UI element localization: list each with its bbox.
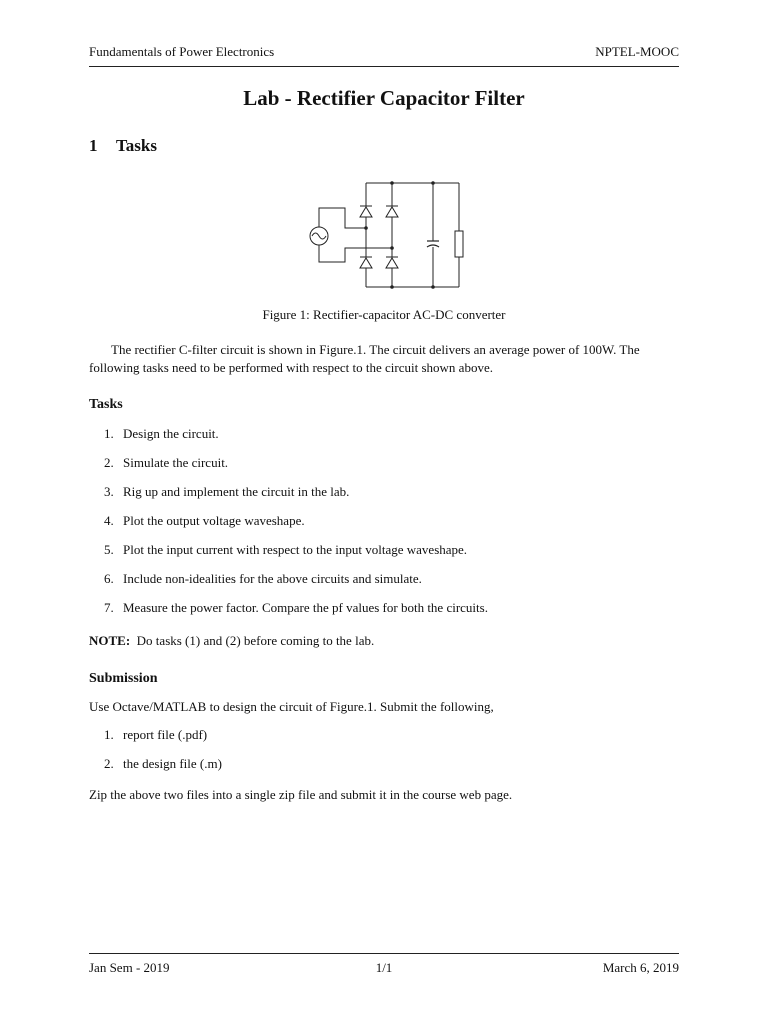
diode-d1-icon: [360, 207, 372, 217]
footer-semester: Jan Sem - 2019: [89, 960, 170, 975]
task-item: 3. Rig up and implement the circuit in the lab.: [104, 484, 350, 499]
capacitor-icon: [427, 241, 439, 247]
intro-paragraph: The rectifier C-filter circuit is shown in Figure.1. The circuit delivers an average power of 100W. The following tasks need to be performed with respect to the circuit shown above.: [89, 342, 640, 375]
tasks-heading: Tasks: [89, 397, 123, 412]
submission-heading: Submission: [89, 671, 158, 686]
header-course: Fundamentals of Power Electronics: [89, 44, 275, 59]
section-title: Tasks: [116, 136, 157, 155]
figure-caption: Figure 1: Rectifier-capacitor AC-DC converter: [262, 307, 506, 322]
task-item: 4. Plot the output voltage waveshape.: [104, 513, 305, 528]
diode-d2-icon: [386, 207, 398, 217]
rectifier-circuit-diagram: [300, 175, 470, 295]
header-rule: [89, 66, 679, 67]
note-paragraph: [89, 632, 679, 650]
page-header: [89, 44, 679, 64]
document-title: Lab - Rectifier Capacitor Filter: [243, 86, 525, 110]
submission-item: 1. report file (.pdf): [104, 727, 208, 742]
task-item: 5. Plot the input current with respect to the input voltage waveshape.: [104, 542, 468, 557]
header-source: NPTEL-MOOC: [595, 44, 679, 59]
task-item: 6. Include non-idealities for the above circuits and simulate.: [104, 571, 422, 586]
submission-intro: Use Octave/MATLAB to design the circuit of Figure.1. Submit the following,: [89, 699, 494, 714]
diode-d3-icon: [360, 258, 372, 268]
note-label: NOTE:: [89, 633, 131, 648]
footer-date: March 6, 2019: [602, 960, 679, 975]
submission-item: 2. the design file (.m): [104, 756, 222, 771]
footer-rule: [89, 953, 679, 954]
footer-page-number: 1/1: [375, 960, 393, 975]
section-heading: [89, 136, 157, 156]
page-footer: [89, 960, 679, 980]
note-text: Do tasks (1) and (2) before coming to the lab.: [136, 633, 375, 648]
submission-outro: Zip the above two files into a single zip file and submit it in the course web page.: [89, 787, 513, 802]
resistor-icon: [455, 231, 463, 257]
task-item: 1. Design the circuit.: [104, 426, 219, 441]
task-item: 7. Measure the power factor. Compare the pf values for both the circuits.: [104, 600, 488, 615]
diode-d4-icon: [386, 258, 398, 268]
section-number: 1: [89, 136, 98, 155]
task-item: 2. Simulate the circuit.: [104, 455, 229, 470]
